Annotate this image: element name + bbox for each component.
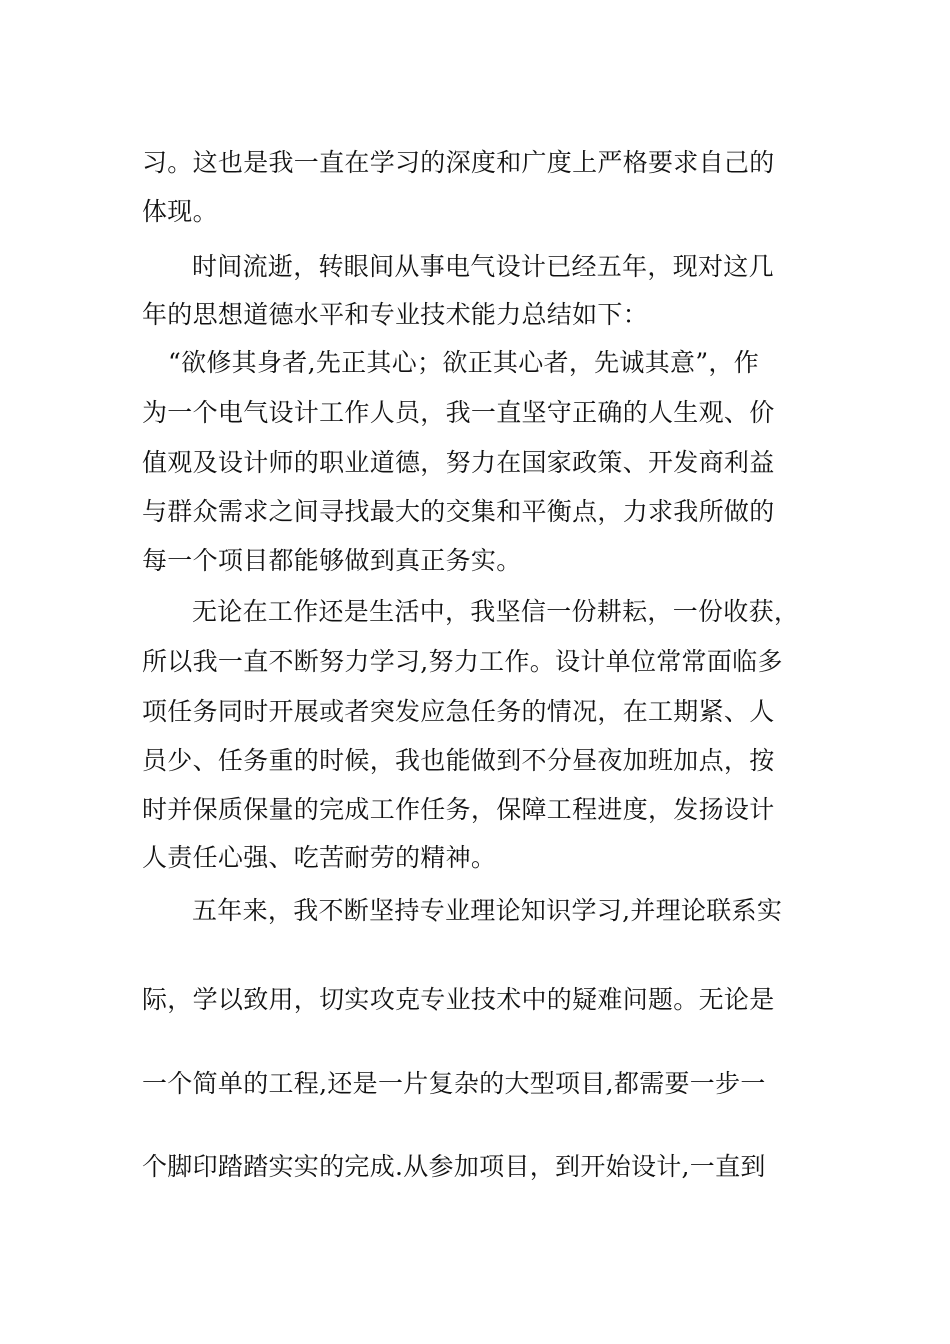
text-line-15: 人责任心强、吃苦耐劳的精神。 bbox=[142, 843, 497, 872]
text-line-1: 习。这也是我一直在学习的深度和广度上严格要求自己的 bbox=[142, 148, 775, 177]
text-line-9: 每一个项目都能够做到真正务实。 bbox=[142, 546, 522, 575]
text-line-8: 与群众需求之间寻找最大的交集和平衡点，力求我所做的 bbox=[142, 497, 775, 526]
text-line-5: “欲修其身者,先正其心；欲正其心者，先诚其意”，作 bbox=[168, 348, 760, 377]
text-line-17: 际，学以致用，切实攻克专业技术中的疑难问题。无论是 bbox=[142, 985, 775, 1014]
text-line-14: 时并保质保量的完成工作任务，保障工程进度，发扬设计 bbox=[142, 795, 775, 824]
text-line-2: 体现。 bbox=[142, 197, 218, 226]
text-line-13: 员少、任务重的时候，我也能做到不分昼夜加班加点，按 bbox=[142, 746, 775, 775]
text-line-18: 一个简单的工程,还是一片复杂的大型项目,都需要一步一 bbox=[142, 1069, 766, 1098]
text-line-12: 项任务同时开展或者突发应急任务的情况，在工期紧、人 bbox=[142, 697, 775, 726]
text-line-11: 所以我一直不断努力学习,努力工作。设计单位常常面临多 bbox=[142, 647, 783, 676]
text-line-6: 为一个电气设计工作人员，我一直坚守正确的人生观、价 bbox=[142, 398, 775, 427]
text-line-4: 年的思想道德水平和专业技术能力总结如下： bbox=[142, 300, 649, 329]
text-line-16: 五年来，我不断坚持专业理论知识学习,并理论联系实 bbox=[192, 896, 783, 925]
text-line-10: 无论在工作还是生活中，我坚信一份耕耘，一份收获， bbox=[192, 597, 800, 626]
text-line-19: 个脚印踏踏实实的完成.从参加项目，到开始设计,一直到 bbox=[142, 1152, 766, 1181]
text-line-7: 值观及设计师的职业道德，努力在国家政策、开发商利益 bbox=[142, 448, 775, 477]
text-line-3: 时间流逝，转眼间从事电气设计已经五年，现对这几 bbox=[192, 252, 774, 281]
